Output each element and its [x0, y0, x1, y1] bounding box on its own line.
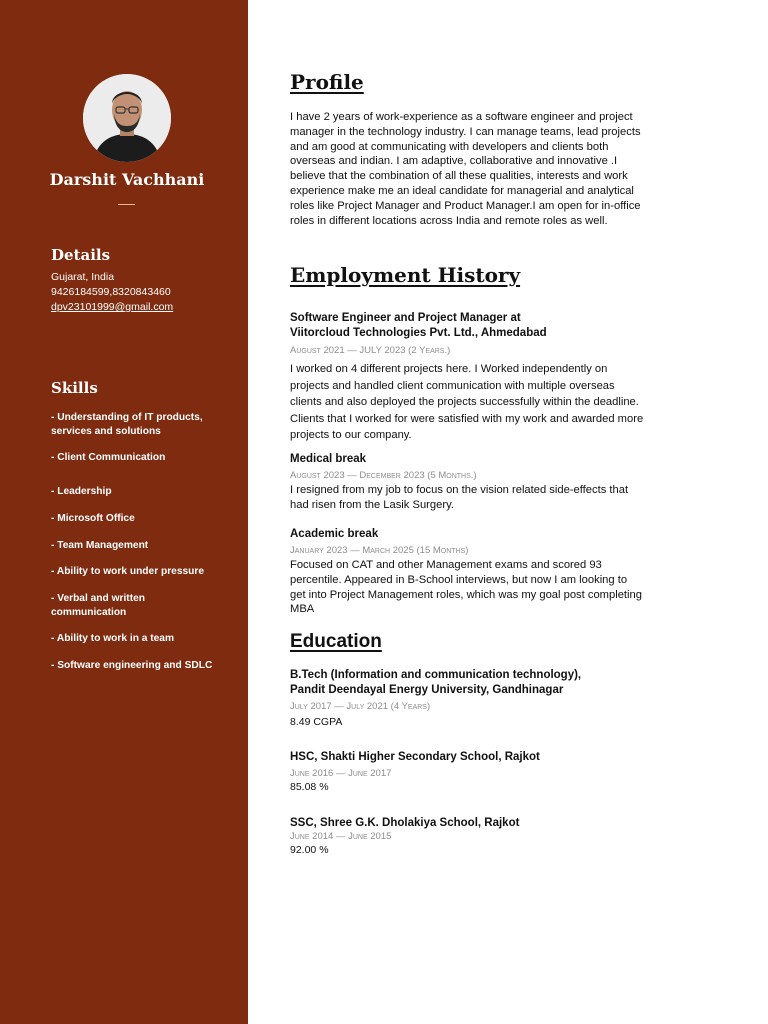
education-title: HSC, Shakti Higher Secondary School, Rajkot: [290, 751, 540, 763]
break-title: Medical break: [290, 453, 367, 465]
name-divider: [118, 204, 135, 205]
skill-item: - Microsoft Office: [51, 513, 135, 524]
skill-item: - Understanding of IT products, services and solutions: [51, 412, 203, 437]
skill-item: - Software engineering and SDLC: [51, 660, 213, 671]
skill-item: - Ability to work under pressure: [51, 566, 205, 577]
degree-line: B.Tech (Information and communication technology),: [290, 669, 582, 681]
sidebar: [0, 0, 248, 1024]
profile-photo: [83, 74, 171, 162]
details-block: [51, 270, 173, 315]
job-description: I worked on 4 different projects here. I Worked independently on projects and handled client communication with multiple overseas clients and also deployed the projects successfully within the deadline. Clients that I worked for were satisfied with my work and awarded more projects to our company.: [290, 363, 644, 441]
skill-item: - Leadership: [51, 486, 112, 497]
employment-heading: Employment History: [290, 263, 521, 287]
institution-line: Pandit Deendayal Energy University, Gandhinagar: [290, 684, 564, 696]
job-company-line: Viitorcloud Technologies Pvt. Ltd., Ahmedabad: [290, 327, 547, 339]
profile-heading: Profile: [290, 70, 364, 94]
skill-item: - Ability to work in a team: [51, 633, 175, 644]
education-score: 8.49 CGPA: [290, 716, 343, 728]
skill-item: - Team Management: [51, 540, 149, 551]
skills-heading: Skills: [51, 379, 98, 397]
phone-text: 9426184599,8320843460: [51, 286, 171, 298]
job-dates: August 2021 — JULY 2023 (2 Years.): [290, 345, 451, 356]
education-score: 92.00 %: [290, 844, 329, 856]
break-dates: January 2023 — March 2025 (15 Months): [290, 545, 469, 556]
education-title: SSC, Shree G.K. Dholakiya School, Rajkot: [290, 817, 520, 829]
education-dates: June 2014 — June 2015: [290, 831, 392, 842]
job-title-line: Software Engineer and Project Manager at: [290, 312, 521, 324]
education-heading: Education: [290, 631, 382, 652]
skill-item: - Verbal and written communication: [51, 593, 145, 618]
email-link[interactable]: dpv23101999@gmail.com: [51, 301, 174, 313]
job-title: [290, 311, 650, 341]
break-dates: August 2023 — December 2023 (5 Months.): [290, 470, 477, 481]
candidate-name: Darshit Vachhani: [49, 170, 205, 189]
education-title: [290, 668, 650, 698]
education-dates: June 2016 — June 2017: [290, 768, 392, 779]
break-title: Academic break: [290, 528, 379, 540]
education-dates: July 2017 — July 2021 (4 Years): [290, 701, 431, 712]
break-description: Focused on CAT and other Management exams and scored 93 percentile. Appeared in B-School interviews, but now I am looking to get into Project Management roles, which was my goal post completing MBA: [290, 559, 642, 616]
avatar: [83, 74, 171, 162]
profile-text: I have 2 years of work-experience as a software engineer and project manager in the technology industry. I can manage teams, lead projects and am good at communicating with developers and clients both overseas and indian. I am adaptive, collaborative and innovative .I believe that the combination of all these qualities, interests and work experience make me an ideal candidate for managerial and analytical roles like Project Manager and Product Manager.I am open for in-office roles in different locations across India and remote roles as well.: [290, 111, 641, 227]
skill-item: - Client Communication: [51, 452, 166, 463]
break-description: I resigned from my job to focus on the vision related side-effects that had risen from the Lasik Surgery.: [290, 484, 629, 511]
details-heading: Details: [51, 246, 111, 264]
education-score: 85.08 %: [290, 781, 329, 793]
location-text: Gujarat, India: [51, 271, 115, 283]
